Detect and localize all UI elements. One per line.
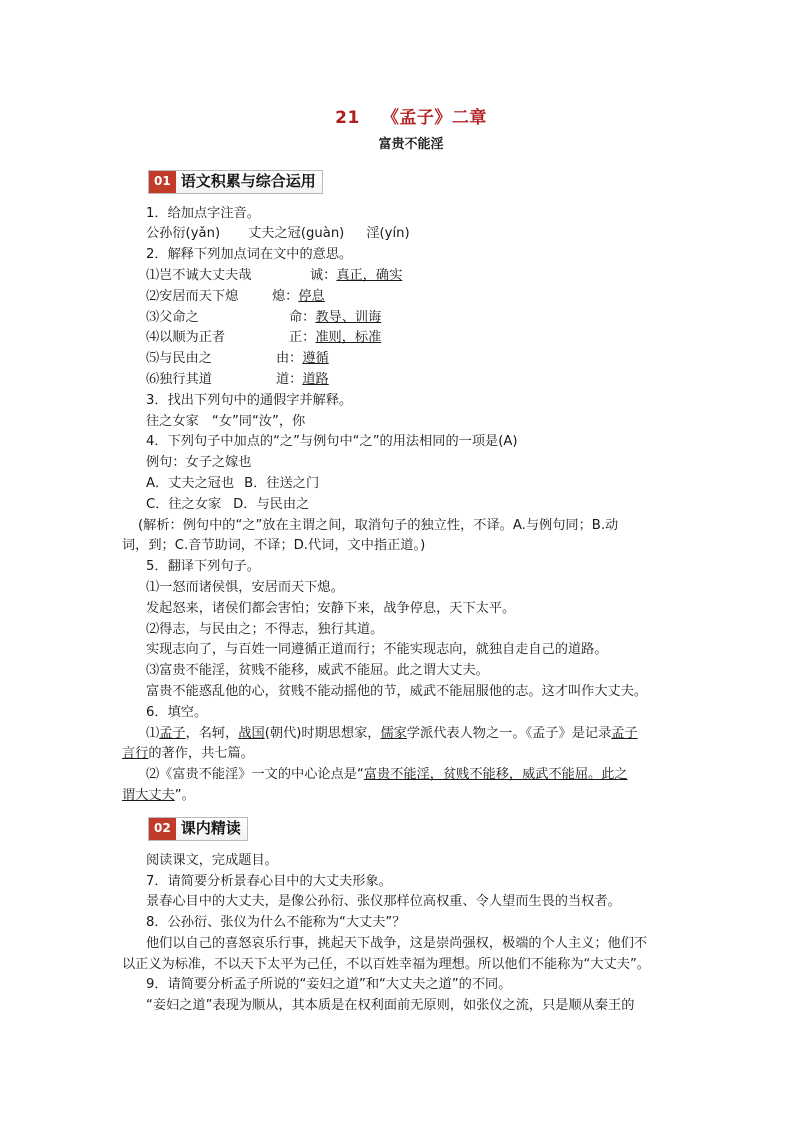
analysis-line: (解析：例句中的“之”放在主谓之间，取消句子的独立性，不译。A.与例句同；B.动 <box>138 517 619 533</box>
fill-answer: 孟子 <box>159 725 186 741</box>
document-page <box>122 100 676 1017</box>
vocab-row <box>146 287 676 308</box>
answer-8: 他们以自己的喜怒哀乐行事，挑起天下战争，这是崇尚强权，极端的个人主义；他们不 <box>146 935 648 951</box>
fill-text: ⑵《富贵不能淫》一文的中心论点是“ <box>146 767 364 783</box>
fill-line <box>146 765 676 786</box>
vocab-word: 正： <box>289 330 316 346</box>
vocab-word: 由： <box>276 351 303 367</box>
vocab-word: 诚： <box>310 267 337 283</box>
fill-text: 学派代表人物之一。《孟子》是记录 <box>406 725 612 741</box>
fill-answer: 言行 <box>122 746 149 762</box>
vocab-meaning: 教导、训诲 <box>315 309 382 325</box>
section-label: 课内精读 <box>180 819 241 838</box>
question-5: 5．翻译下列句子。 <box>146 559 260 575</box>
answer-8: 以正义为标准，不以天下太平为己任，不以百姓幸福为理想。所以他们不能称为“大丈夫”。 <box>122 956 650 972</box>
translate-answer: 富贵不能惑乱他的心，贫贱不能动摇他的节，威武不能屈服他的志。这才叫作大丈夫。 <box>146 683 648 699</box>
vocab-meaning: 停息 <box>298 288 325 304</box>
vocab-sentence: ⑹独行其道 <box>146 371 212 387</box>
option-c: C．往之女家 <box>146 496 222 512</box>
section-badge: 02 <box>149 818 176 840</box>
vocab-meaning: 道路 <box>302 371 329 387</box>
question-6: 6．填空。 <box>146 704 208 720</box>
option-a: A．丈夫之冠也 <box>146 475 235 491</box>
vocab-row <box>146 266 676 287</box>
fill-text: (朝代)时期思想家， <box>264 725 381 741</box>
pinyin-item: 公孙衍(yǎn) <box>146 226 221 242</box>
vocab-row <box>146 370 676 391</box>
reading-intro: 阅读课文，完成题目。 <box>146 852 278 868</box>
lesson-title: 《孟子》二章 <box>381 108 487 128</box>
page-title <box>146 108 676 129</box>
translate-answer: 发起怒来，诸侯们都会害怕；安静下来，战争停息，天下太平。 <box>146 600 516 616</box>
question-9: 9．请简要分析孟子所说的“妾妇之道”和“大丈夫之道”的不同。 <box>146 977 512 993</box>
vocab-meaning: 准则，标准 <box>315 330 382 346</box>
question-1: 1．给加点字注音。 <box>146 205 260 221</box>
question-7: 7．请简要分析景春心目中的大丈夫形象。 <box>146 873 392 889</box>
vocab-row <box>146 328 676 349</box>
vocab-row <box>146 308 676 329</box>
translate-answer: 实现志向了，与百姓一同遵循正道而行；不能实现志向，就独自走自己的道路。 <box>146 642 608 658</box>
fill-text: 的著作，共七篇。 <box>148 746 254 762</box>
section-badge: 01 <box>149 171 176 193</box>
fill-text: ，名轲， <box>185 725 239 741</box>
options-row <box>146 474 676 495</box>
vocab-meaning: 遵循 <box>302 351 329 367</box>
answer-7: 景春心目中的大丈夫，是像公孙衍、张仪那样位高权重、令人望而生畏的当权者。 <box>146 894 621 910</box>
question-3: 3．找出下列句中的通假字并解释。 <box>146 392 353 408</box>
lesson-subtitle: 富贵不能淫 <box>378 136 444 152</box>
fill-answer: 谓大丈夫 <box>122 787 175 803</box>
fill-line <box>122 744 676 765</box>
lesson-number: 21 <box>335 108 360 128</box>
translate-sentence: ⑶富贵不能淫，贫贱不能移，威武不能屈。此之谓大丈夫。 <box>146 663 489 679</box>
section-header-reading <box>148 817 248 841</box>
section-header-accumulation <box>148 170 323 194</box>
vocab-sentence: ⑶父命之 <box>146 309 199 325</box>
vocab-sentence: ⑵安居而天下熄 <box>146 288 239 304</box>
fill-answer: 战国 <box>238 725 265 741</box>
pinyin-item: 丈夫之冠(guàn) <box>248 226 345 242</box>
vocab-sentence: ⑴岂不诚大丈夫哉 <box>146 267 252 283</box>
fill-answer: 富贵不能淫，贫贱不能移，威武不能屈。此之 <box>363 767 628 783</box>
pinyin-item: 淫(yín) <box>366 226 410 242</box>
answer-9: “妾妇之道”表现为顺从，其本质是在权利面前无原则，如张仪之流，只是顺从秦王的 <box>146 998 635 1014</box>
vocab-sentence: ⑷以顺为正者 <box>146 330 226 346</box>
translate-sentence: ⑴一怒而诸侯惧，安居而天下熄。 <box>146 579 344 595</box>
answer-3: 往之女家 “女”同“汝”，你 <box>146 413 306 429</box>
vocab-sentence: ⑸与民由之 <box>146 351 212 367</box>
vocab-word: 命： <box>289 309 316 325</box>
question-2: 2．解释下列加点词在文中的意思。 <box>146 247 353 263</box>
fill-text: ⑴ <box>146 725 160 741</box>
vocab-meaning: 真正，确实 <box>336 267 403 283</box>
pinyin-row <box>146 224 676 245</box>
option-b: B．往送之门 <box>244 475 320 491</box>
options-row <box>146 495 676 516</box>
fill-line <box>146 724 676 745</box>
option-d: D．与民由之 <box>233 496 310 512</box>
vocab-word: 熄： <box>272 288 299 304</box>
vocab-word: 道： <box>276 371 303 387</box>
analysis-line: 词，到；C.音节助词，不译；D.代词，文中指正道。) <box>122 538 426 554</box>
example-sentence: 例句：女子之嫁也 <box>146 455 252 471</box>
fill-line <box>122 786 676 807</box>
fill-answer: 孟子 <box>611 725 638 741</box>
question-8: 8．公孙衍、张仪为什么不能称为“大丈夫”？ <box>146 915 406 931</box>
fill-text: ”。 <box>174 787 195 803</box>
fill-answer: 儒家 <box>380 725 407 741</box>
section-label: 语文积累与综合运用 <box>180 172 316 191</box>
question-4: 4．下列句子中加点的“之”与例句中“之”的用法相同的一项是(A) <box>146 434 518 450</box>
translate-sentence: ⑵得志，与民由之；不得志，独行其道。 <box>146 621 384 637</box>
vocab-row <box>146 349 676 370</box>
